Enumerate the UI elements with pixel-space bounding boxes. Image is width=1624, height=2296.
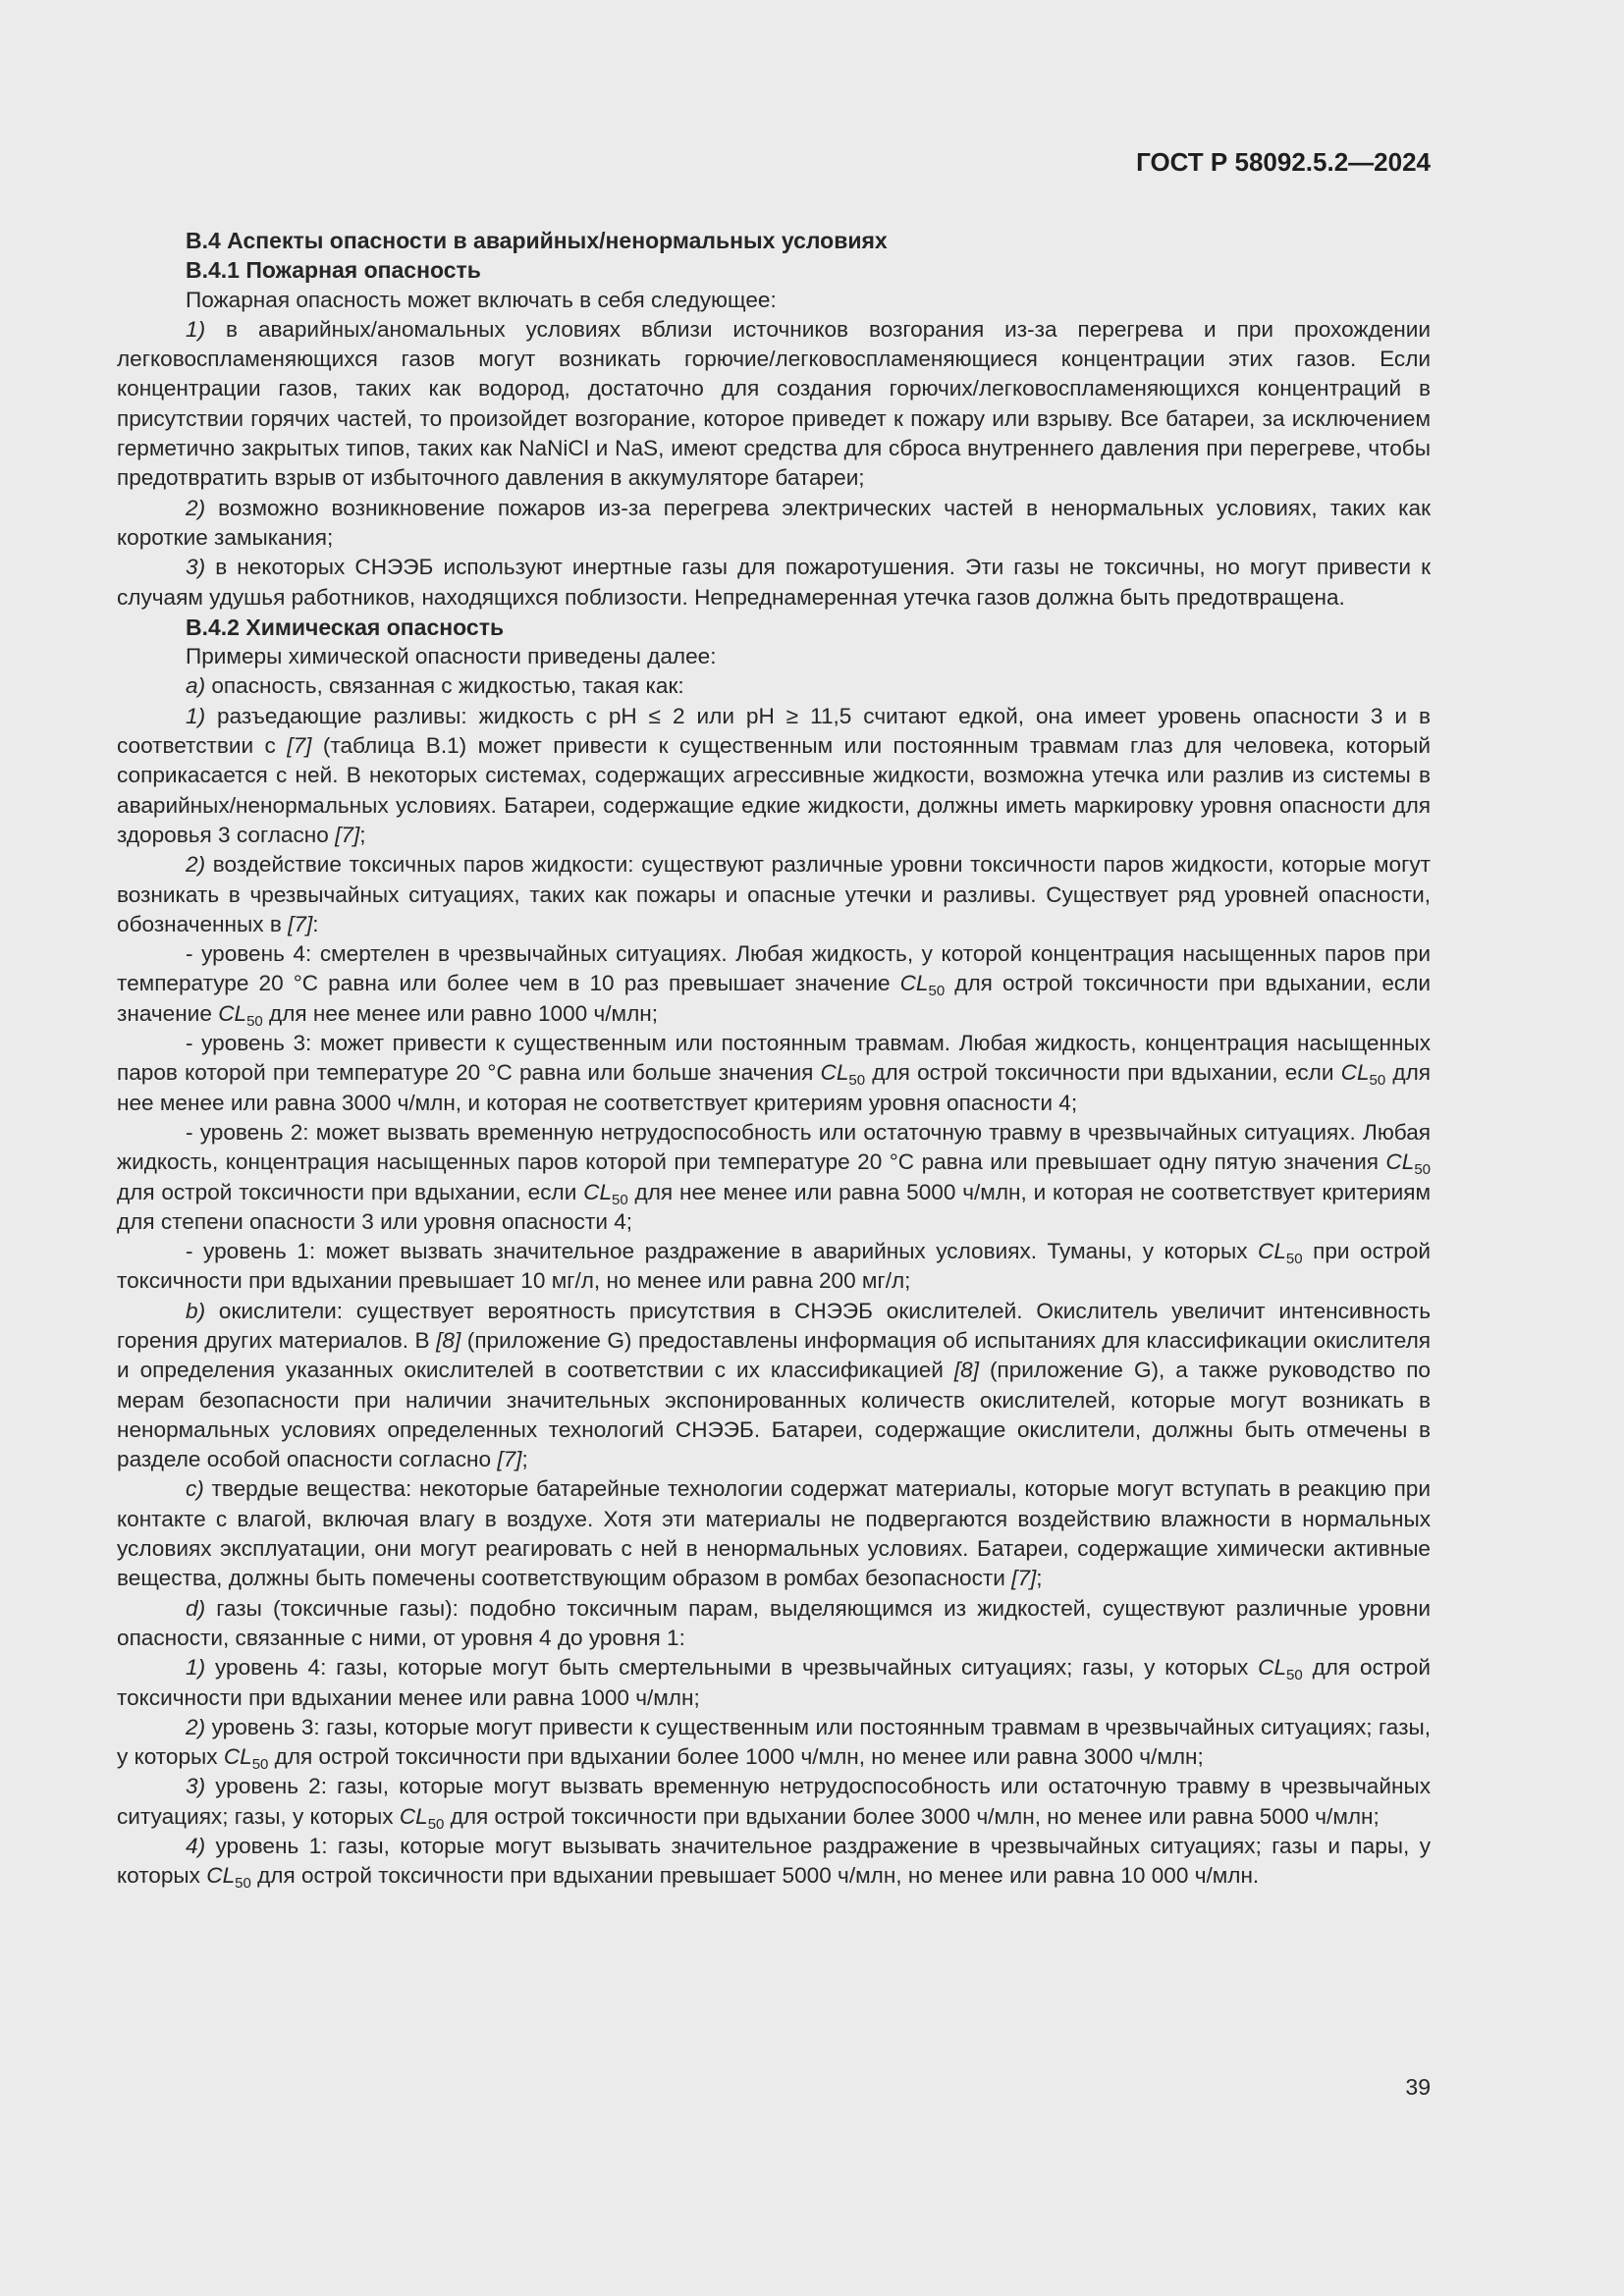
- gas-level-2: [117, 1772, 1431, 1832]
- section-heading-b4: В.4 Аспекты опасности в аварийных/ненормальных условиях: [186, 228, 888, 253]
- list-marker: 1): [186, 316, 206, 342]
- list-item: [117, 702, 1431, 850]
- list-marker: 4): [186, 1834, 206, 1859]
- reference: [7]: [497, 1447, 522, 1472]
- reference: [7]: [288, 911, 313, 936]
- list-item: [117, 671, 1431, 701]
- list-text: для острой токсичности при вдыхании, если: [865, 1060, 1341, 1086]
- cl50-subscript: 50: [246, 1012, 263, 1030]
- list-text: для острой токсичности при вдыхании, если значение: [117, 971, 1432, 1026]
- list-text: уровень 4: газы, которые могут быть смертельными в чрезвычайных ситуациях; газы, у которых: [205, 1655, 1259, 1681]
- list-marker: 1): [186, 703, 206, 728]
- gas-level-3: [117, 1713, 1431, 1773]
- reference: [7]: [1011, 1566, 1037, 1591]
- list-text: - уровень 2: может вызвать временную нетрудоспособность или остаточную травму в чрезвычайных ситуациях. Любая жидкость, концентрация насыщенных паров которой при температуре 20 °С равна или превышает одну пятую значения: [117, 1119, 1431, 1175]
- list-text: опасность, связанная с жидкостью, такая как:: [205, 673, 684, 699]
- list-text: в некоторых СНЭЭБ используют инертные газы для пожаротушения. Эти газы не токсичны, но могут привести к случаям удушья работников, находящихся поблизости. Непреднамеренная утечка газов должна быть предотвращена.: [117, 555, 1431, 610]
- paragraph: Пожарная опасность может включать в себя следующее:: [186, 287, 777, 312]
- hazard-level-2: [117, 1118, 1431, 1237]
- list-text: воздействие токсичных паров жидкости: существуют различные уровни токсичности паров жидкости, которые могут возникать в чрезвычайных ситуациях, таких как пожары и опасные утечки и разливы. Существует ряд уровней опасности, обозначенных в: [117, 852, 1431, 936]
- list-text: для острой токсичности при вдыхании менее или равна 1000 ч/млн;: [117, 1655, 1431, 1710]
- cl50-symbol: CL: [218, 1000, 247, 1026]
- list-text: для острой токсичности при вдыхании более 1000 ч/млн, но менее или равна 3000 ч/млн;: [268, 1744, 1204, 1770]
- list-text: - уровень 1: может вызвать значительное раздражение в аварийных условиях. Туманы, у которых: [186, 1239, 1258, 1264]
- hazard-level-4: [117, 939, 1431, 1029]
- cl50-symbol: CL: [899, 971, 929, 996]
- document-body: [117, 226, 1431, 1892]
- list-text: для острой токсичности при вдыхании, если: [117, 1179, 584, 1204]
- cl50-subscript: 50: [612, 1191, 628, 1208]
- list-text: ;: [1036, 1566, 1043, 1591]
- list-marker: 3): [186, 555, 206, 580]
- list-item: [117, 315, 1431, 494]
- cl50-symbol: CL: [399, 1803, 428, 1829]
- paragraph: Примеры химической опасности приведены далее:: [186, 644, 717, 669]
- cl50-symbol: CL: [583, 1179, 613, 1204]
- gas-level-1: [117, 1832, 1431, 1892]
- list-text: ;: [359, 822, 366, 847]
- list-text: при острой токсичности при вдыхании превышает 10 мг/л, но менее или равна 200 мг/л;: [117, 1239, 1431, 1294]
- list-text: уровень 3: газы, которые могут привести к существенным или постоянным травмам в чрезвычайных ситуациях; газы, у которых: [117, 1714, 1431, 1770]
- gas-level-4: [117, 1653, 1431, 1713]
- cl50-subscript: 50: [1286, 1667, 1303, 1684]
- list-marker: 1): [186, 1655, 206, 1681]
- list-item: [117, 1474, 1431, 1593]
- list-text: твердые вещества: некоторые батарейные технологии содержат материалы, которые могут вступать в реакцию при контакте с влагой, включая влагу в воздухе. Хотя эти материалы не подвергаются воздействию влажности в нормальных условиях эксплуатации, они могут реагировать с ней в ненормальных условиях. Батареи, содержащие химически активные вещества, должны быть помечены соответствующим образом в ромбах безопасности: [117, 1476, 1431, 1591]
- list-item: [117, 494, 1431, 554]
- list-marker: 2): [186, 1714, 206, 1739]
- list-text: уровень 2: газы, которые могут вызвать временную нетрудоспособность или остаточную травму в чрезвычайных ситуациях; газы, у которых: [117, 1774, 1431, 1829]
- list-item: [117, 553, 1431, 613]
- list-text: разъедающие разливы: жидкость с pH ≤ 2 или pH ≥ 11,5 считают едкой, она имеет уровень опасности 3 и в соответствии с: [117, 703, 1431, 759]
- list-marker: 2): [186, 495, 206, 520]
- page-number: 39: [1405, 2074, 1431, 2100]
- reference: [8]: [953, 1358, 979, 1383]
- reference: [7]: [287, 733, 312, 759]
- document-id: ГОСТ Р 58092.5.2—2024: [1136, 147, 1431, 177]
- list-text: (таблица В.1) может привести к существенным или постоянным травмам глаз для человека, который соприкасается с ней. В некоторых системах, содержащих агрессивные жидкости, возможна утечка или разлив из системы в аварийных/ненормальных условиях. Батареи, содержащие едкие жидкости, должны иметь маркировку уровня опасности для здоровья 3 согласно: [117, 733, 1431, 847]
- list-item: [117, 1594, 1431, 1654]
- list-text: для острой токсичности при вдыхании превышает 5000 ч/млн, но менее или равна 10 000 ч/млн.: [250, 1863, 1260, 1889]
- cl50-subscript: 50: [1369, 1072, 1386, 1090]
- list-marker: d): [186, 1595, 206, 1621]
- list-text: (приложение G) предоставлены информация об испытаниях для классификации окислителя и определения указанных окислителей в соответствии с их классификацией: [117, 1327, 1431, 1383]
- list-text: ;: [521, 1447, 528, 1472]
- list-text: - уровень 4: смертелен в чрезвычайных ситуациях. Любая жидкость, у которой концентрация насыщенных паров при температуре 20 °С равна или более чем в 10 раз превышает значение: [117, 941, 1431, 996]
- list-item: [117, 1297, 1431, 1475]
- cl50-subscript: 50: [1285, 1251, 1303, 1268]
- list-text: для острой токсичности при вдыхании более 3000 ч/млн, но менее или равна 5000 ч/млн;: [444, 1803, 1380, 1829]
- list-text: для нее менее или равно 1000 ч/млн;: [262, 1000, 659, 1026]
- list-marker: 2): [186, 852, 206, 878]
- list-marker: a): [186, 673, 206, 699]
- list-text: окислители: существует вероятность присутствия в СНЭЭБ окислителей. Окислитель увеличит интенсивность горения других материалов. В: [117, 1298, 1431, 1353]
- cl50-symbol: CL: [223, 1744, 252, 1770]
- cl50-subscript: 50: [928, 983, 946, 1000]
- reference: [8]: [436, 1327, 461, 1353]
- list-marker: b): [186, 1298, 206, 1323]
- cl50-subscript: 50: [251, 1756, 269, 1774]
- list-text: для нее менее или равна 3000 ч/млн, и которая не соответствует критериям уровня опасности 4;: [117, 1060, 1431, 1115]
- cl50-subscript: 50: [235, 1875, 251, 1893]
- hazard-level-3: [117, 1029, 1431, 1118]
- cl50-subscript: 50: [1414, 1161, 1431, 1179]
- section-heading-b42: В.4.2 Химическая опасность: [186, 614, 505, 640]
- list-text: - уровень 3: может привести к существенным или постоянным травмам. Любая жидкость, концентрация насыщенных паров которой при температуре 20 °С равна или больше значения: [117, 1031, 1431, 1086]
- list-marker: c): [186, 1476, 204, 1502]
- cl50-symbol: CL: [1258, 1239, 1286, 1264]
- cl50-subscript: 50: [427, 1815, 445, 1833]
- list-marker: 3): [186, 1774, 206, 1799]
- cl50-symbol: CL: [1258, 1655, 1287, 1681]
- list-text: для нее менее или равна 5000 ч/млн, и которая не соответствует критериям для степени опасности 3 или уровня опасности 4;: [117, 1179, 1432, 1234]
- list-text: (приложение G), а также руководство по мерам безопасности при наличии значительных экспонированных количеств окислителей, которые могут возникать в ненормальных условиях определенных технологий СНЭЭБ. Батареи, содержащие окислители, должны быть отмечены в разделе особой опасности согласно: [117, 1358, 1431, 1472]
- list-text: в аварийных/аномальных условиях вблизи источников возгорания из-за перегрева и при прохождении легковоспламеняющихся газов могут возникать горючие/легковоспламеняющиеся концентрации этих газов. Если концентрации газов, таких как водород, достаточно для создания горючих/легковоспламеняющихся концентраций в присутствии горячих частей, то произойдет возгорание, которое приведет к пожару или взрыву. Все батареи, за исключением герметично закрытых типов, таких как NaNiCl и NaS, имеют средства для сброса внутреннего давления при перегреве, чтобы предотвратить взрыв от избыточного давления в аккумуляторе батареи;: [117, 316, 1431, 491]
- hazard-level-1: [117, 1237, 1431, 1297]
- section-heading-b41: В.4.1 Пожарная опасность: [186, 257, 481, 284]
- cl50-symbol: CL: [1385, 1149, 1415, 1175]
- list-text: :: [312, 911, 319, 936]
- cl50-subscript: 50: [848, 1072, 866, 1090]
- list-text: уровень 1: газы, которые могут вызывать значительное раздражение в чрезвычайных ситуациях; газы и пары, у которых: [117, 1834, 1431, 1889]
- cl50-symbol: CL: [206, 1863, 236, 1889]
- cl50-symbol: CL: [1340, 1060, 1370, 1086]
- cl50-symbol: CL: [820, 1060, 849, 1086]
- reference: [7]: [335, 822, 360, 847]
- list-item: [117, 850, 1431, 939]
- list-text: возможно возникновение пожаров из-за перегрева электрических частей в ненормальных условиях, таких как короткие замыкания;: [117, 495, 1431, 550]
- list-text: газы (токсичные газы): подобно токсичным парам, выделяющимся из жидкостей, существуют различные уровни опасности, связанные с ними, от уровня 4 до уровня 1:: [117, 1595, 1431, 1650]
